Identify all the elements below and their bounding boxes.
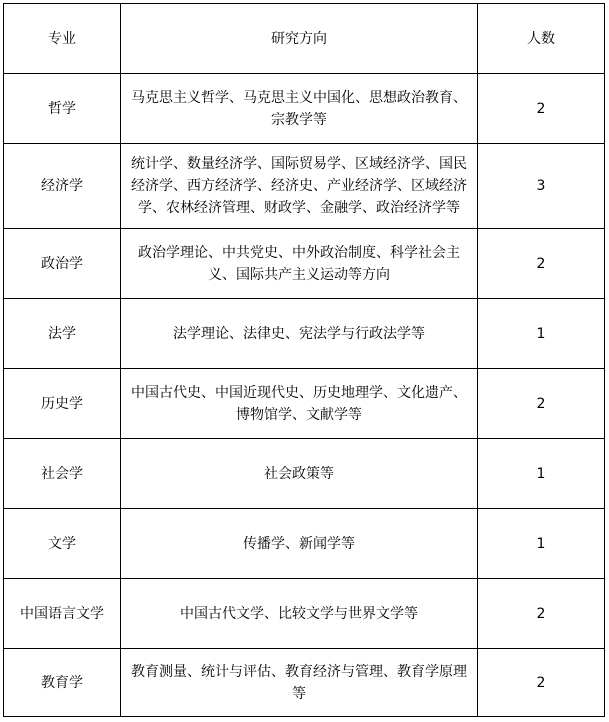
table-row — [4, 144, 605, 229]
cell-major: 经济学 — [4, 144, 121, 229]
cell-count: 2 — [478, 579, 605, 649]
cell-count: 2 — [478, 74, 605, 144]
cell-direction: 统计学、数量经济学、国际贸易学、区域经济学、国民经济学、西方经济学、经济史、产业经济学、区域经济学、农林经济管理、财政学、金融学、政治经济学等 — [121, 144, 478, 229]
cell-direction: 马克思主义哲学、马克思主义中国化、思想政治教育、宗教学等 — [121, 74, 478, 144]
cell-major: 历史学 — [4, 369, 121, 439]
header-major: 专业 — [4, 4, 121, 74]
cell-direction: 社会政策等 — [121, 439, 478, 509]
cell-direction: 教育测量、统计与评估、教育经济与管理、教育学原理等 — [121, 649, 478, 717]
cell-major: 文学 — [4, 509, 121, 579]
cell-major: 教育学 — [4, 649, 121, 717]
cell-major: 法学 — [4, 299, 121, 369]
cell-count: 2 — [478, 369, 605, 439]
cell-direction: 法学理论、法律史、宪法学与行政法学等 — [121, 299, 478, 369]
table-row — [4, 229, 605, 299]
table-row — [4, 74, 605, 144]
header-direction: 研究方向 — [121, 4, 478, 74]
table-row — [4, 369, 605, 439]
table-row — [4, 439, 605, 509]
header-count: 人数 — [478, 4, 605, 74]
cell-direction: 中国古代文学、比较文学与世界文学等 — [121, 579, 478, 649]
cell-count: 1 — [478, 299, 605, 369]
cell-direction: 传播学、新闻学等 — [121, 509, 478, 579]
table-row — [4, 509, 605, 579]
cell-count: 1 — [478, 439, 605, 509]
cell-major: 哲学 — [4, 74, 121, 144]
table-row — [4, 649, 605, 717]
cell-direction: 中国古代史、中国近现代史、历史地理学、文化遗产、博物馆学、文献学等 — [121, 369, 478, 439]
cell-count: 2 — [478, 649, 605, 717]
table-row — [4, 299, 605, 369]
table-row — [4, 579, 605, 649]
cell-major: 社会学 — [4, 439, 121, 509]
cell-count: 3 — [478, 144, 605, 229]
table-header-row — [4, 4, 605, 74]
cell-major: 政治学 — [4, 229, 121, 299]
cell-count: 1 — [478, 509, 605, 579]
recruitment-table — [3, 3, 605, 717]
cell-major: 中国语言文学 — [4, 579, 121, 649]
cell-direction: 政治学理论、中共党史、中外政治制度、科学社会主义、国际共产主义运动等方向 — [121, 229, 478, 299]
cell-count: 2 — [478, 229, 605, 299]
